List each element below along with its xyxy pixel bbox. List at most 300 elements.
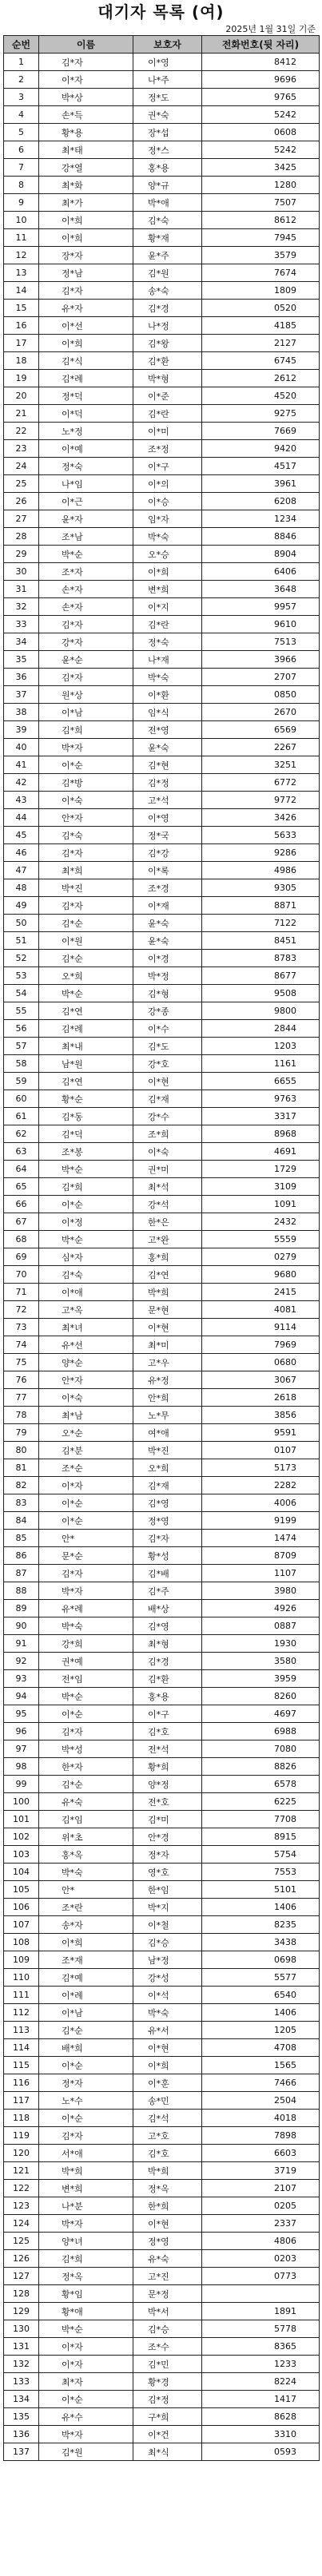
row-number: 128 [4,2285,39,2303]
row-number: 127 [4,2268,39,2285]
row-number: 126 [4,2250,39,2268]
member-name: 김*연 [39,1002,133,1020]
phone-suffix: 9763 [202,1090,320,1108]
member-name: 김*자 [39,897,133,915]
phone-suffix: 9508 [202,985,320,1002]
guardian-name: 김*란 [133,405,202,423]
row-number: 95 [4,1705,39,1723]
phone-suffix: 7669 [202,423,320,440]
guardian-name: 임*자 [133,510,202,528]
member-name: 김*희 [39,2250,133,2268]
member-name: 장*자 [39,247,133,264]
row-number: 122 [4,2180,39,2197]
table-row [4,2338,320,2356]
table-row [4,897,320,915]
guardian-name: 유*서 [133,2022,202,2039]
phone-suffix: 0205 [202,2197,320,2215]
phone-suffix: 1474 [202,1530,320,1547]
phone-suffix: 9591 [202,1424,320,1442]
header-phone: 전화번호(뒷 자리) [202,36,320,54]
member-name: 이*근 [39,493,133,510]
row-number: 89 [4,1600,39,1617]
member-name: 김*연 [39,1073,133,1090]
member-name: 박*순 [39,1231,133,1248]
table-row [4,2180,320,2197]
guardian-name: 이*건 [133,2426,202,2443]
table-row [4,475,320,493]
row-number: 76 [4,1371,39,1389]
phone-suffix: 8260 [202,1688,320,1705]
phone-suffix: 6772 [202,774,320,792]
row-number: 29 [4,546,39,563]
guardian-name: 홍*용 [133,1688,202,1705]
table-row [4,1424,320,1442]
row-number: 118 [4,2110,39,2127]
phone-suffix: 1565 [202,2057,320,2074]
guardian-name: 권*숙 [133,106,202,124]
member-name: 김*순 [39,2022,133,2039]
phone-suffix: 5173 [202,1459,320,1477]
guardian-name: 김*강 [133,844,202,862]
row-number: 54 [4,985,39,1002]
row-number: 108 [4,1934,39,1951]
guardian-name: 이*희 [133,2057,202,2074]
member-name: 박*숙 [39,1617,133,1635]
row-number: 117 [4,2092,39,2110]
member-name: 이*자 [39,1477,133,1494]
table-row [4,651,320,669]
member-name: 오*순 [39,1424,133,1442]
phone-suffix: 4081 [202,1301,320,1319]
table-row [4,2268,320,2285]
table-row [4,1530,320,1547]
phone-suffix: 2282 [202,1477,320,1494]
member-name: 이*례 [39,1987,133,2004]
member-name: 김*숙 [39,827,133,844]
row-number: 99 [4,1776,39,1793]
phone-suffix: 3959 [202,1670,320,1688]
table-row [4,2162,320,2180]
guardian-name: 김*승 [133,2320,202,2338]
table-row [4,352,320,370]
row-number: 45 [4,827,39,844]
member-name: 이*남 [39,704,133,721]
phone-suffix: 8612 [202,212,320,229]
row-number: 34 [4,633,39,651]
row-number: 67 [4,1213,39,1231]
table-row [4,1020,320,1038]
table-row [4,1723,320,1740]
row-number: 18 [4,352,39,370]
table-row [4,510,320,528]
phone-suffix: 1809 [202,282,320,300]
member-name: 김*동 [39,1108,133,1125]
table-row [4,2303,320,2320]
guardian-name: 유*숙 [133,2250,202,2268]
table-row [4,317,320,335]
member-name: 이*덕 [39,405,133,423]
row-number: 33 [4,616,39,633]
phone-suffix: 8968 [202,1125,320,1143]
row-number: 75 [4,1354,39,1371]
guardian-name: 이*영 [133,809,202,827]
table-row [4,1336,320,1354]
guardian-name: 김*재 [133,1477,202,1494]
guardian-name: 이*의 [133,475,202,493]
phone-suffix: 7945 [202,229,320,247]
member-name: 손*득 [39,106,133,124]
member-name: 이*자 [39,2356,133,2373]
row-number: 52 [4,950,39,967]
row-number: 87 [4,1565,39,1582]
guardian-name: 이*현 [133,1319,202,1336]
guardian-name: 이*경 [133,950,202,967]
row-number: 19 [4,370,39,387]
phone-suffix: 1891 [202,2303,320,2320]
member-name: 이*예 [39,440,133,458]
table-row [4,1987,320,2004]
table-row [4,1776,320,1793]
guardian-name: 영*호 [133,1864,202,1881]
phone-suffix: 2127 [202,335,320,352]
row-number: 55 [4,1002,39,1020]
guardian-name: 이*미 [133,423,202,440]
guardian-name: 이*숙 [133,1143,202,1161]
guardian-name: 정*옥 [133,2180,202,2197]
guardian-name: 이*구 [133,1705,202,1723]
member-name: 전*임 [39,1670,133,1688]
table-row [4,1371,320,1389]
member-name: 이*희 [39,335,133,352]
guardian-name: 남*정 [133,1951,202,1969]
table-row [4,844,320,862]
member-name: 유*숙 [39,1793,133,1811]
row-number: 129 [4,2303,39,2320]
table-row [4,1196,320,1213]
guardian-name: 김*왕 [133,335,202,352]
member-name: 이*정 [39,1213,133,1231]
row-number: 2 [4,71,39,89]
row-number: 9 [4,194,39,212]
table-row [4,1143,320,1161]
row-number: 104 [4,1864,39,1881]
guardian-name: 이*준 [133,387,202,405]
row-number: 134 [4,2391,39,2408]
guardian-name: 황*성 [133,1547,202,1565]
guardian-name: 고*호 [133,2127,202,2145]
row-number: 116 [4,2074,39,2092]
phone-suffix: 7969 [202,1336,320,1354]
row-number: 26 [4,493,39,510]
phone-suffix: 4691 [202,1143,320,1161]
table-row [4,1319,320,1336]
row-number: 61 [4,1108,39,1125]
phone-suffix: 4018 [202,2110,320,2127]
guardian-name: 김*재 [133,1090,202,1108]
member-name: 홍*옥 [39,1846,133,1864]
table-row [4,774,320,792]
phone-suffix: 0608 [202,124,320,141]
table-row [4,1512,320,1530]
guardian-name: 윤*주 [133,247,202,264]
row-number: 37 [4,686,39,704]
table-row [4,493,320,510]
guardian-name: 김*주 [133,1582,202,1600]
member-name: 송*자 [39,1916,133,1934]
table-row [4,1951,320,1969]
table-row [4,89,320,106]
member-name: 정*남 [39,264,133,282]
phone-suffix: 8826 [202,1758,320,1776]
phone-suffix: 8224 [202,2373,320,2391]
member-name: 김*자 [39,2127,133,2145]
guardian-name: 구*희 [133,2408,202,2426]
guardian-name: 이*승 [133,493,202,510]
member-name: 박*순 [39,1161,133,1178]
member-name: 한*자 [39,1758,133,1776]
phone-suffix: 2612 [202,370,320,387]
member-name: 이*자 [39,2338,133,2356]
member-name: 정*옥 [39,2268,133,2285]
phone-suffix: 8365 [202,2338,320,2356]
member-name: 박*상 [39,89,133,106]
guardian-name: 배*상 [133,1600,202,1617]
table-row [4,2197,320,2215]
row-number: 47 [4,862,39,879]
table-row [4,1108,320,1125]
table-row [4,1038,320,1055]
guardian-name: 김*도 [133,1038,202,1055]
row-number: 91 [4,1635,39,1653]
table-row [4,809,320,827]
member-name: 원*상 [39,686,133,704]
row-number: 88 [4,1582,39,1600]
guardian-name: 김*현 [133,756,202,774]
table-row [4,633,320,651]
phone-suffix: 3310 [202,2426,320,2443]
member-name: 나*임 [39,475,133,493]
phone-suffix: 5633 [202,827,320,844]
member-name: 권*예 [39,1653,133,1670]
row-number: 28 [4,528,39,546]
row-number: 48 [4,879,39,897]
table-row [4,1442,320,1459]
table-row [4,2356,320,2373]
member-name: 이*원 [39,932,133,950]
member-name: 강*희 [39,1635,133,1653]
member-name: 이*자 [39,71,133,89]
phone-suffix: 2670 [202,704,320,721]
table-row [4,915,320,932]
member-name: 조*남 [39,528,133,546]
member-name: 김*순 [39,1776,133,1793]
guardian-name: 윤*숙 [133,932,202,950]
guardian-name: 한*희 [133,2197,202,2215]
phone-suffix: 6225 [202,1793,320,1811]
member-name: 안* [39,1530,133,1547]
row-number: 131 [4,2338,39,2356]
guardian-name: 이*수 [133,1020,202,1038]
table-row [4,1617,320,1635]
row-number: 56 [4,1020,39,1038]
member-name: 김*순 [39,950,133,967]
guardian-name: 문*현 [133,1301,202,1319]
guardian-name: 이*희 [133,563,202,581]
table-row [4,1178,320,1196]
phone-suffix: 0850 [202,686,320,704]
guardian-name: 이*영 [133,54,202,71]
table-row [4,1547,320,1565]
phone-suffix: 1406 [202,1899,320,1916]
row-number: 105 [4,1881,39,1899]
member-name: 김*자 [39,1723,133,1740]
table-row [4,1161,320,1178]
guardian-name: 김*정 [133,774,202,792]
member-name: 위*초 [39,1828,133,1846]
member-name: 정*덕 [39,387,133,405]
table-row [4,1705,320,1723]
member-name: 김*덕 [39,1125,133,1143]
row-number: 10 [4,212,39,229]
table-row [4,2233,320,2250]
phone-suffix: 4708 [202,2039,320,2057]
table-row [4,2443,320,2461]
table-row [4,405,320,423]
row-number: 101 [4,1811,39,1828]
phone-suffix: 2504 [202,2092,320,2110]
table-row [4,1407,320,1424]
member-name: 이*순 [39,756,133,774]
guardian-name: 한*임 [133,1881,202,1899]
phone-suffix: 3966 [202,651,320,669]
member-name: 김*희 [39,721,133,739]
member-name: 노*수 [39,2092,133,2110]
guardian-name: 장*섭 [133,124,202,141]
table-row [4,2373,320,2391]
member-name: 이*순 [39,1196,133,1213]
phone-suffix: 1203 [202,1038,320,1055]
member-name: 김*순 [39,915,133,932]
member-name: 이*순 [39,1494,133,1512]
phone-suffix: 2707 [202,669,320,686]
row-number: 86 [4,1547,39,1565]
row-number: 137 [4,2443,39,2461]
member-name: 변*희 [39,2180,133,2197]
table-row [4,370,320,387]
phone-suffix: 7507 [202,194,320,212]
table-row [4,1125,320,1143]
member-name: 박*자 [39,2426,133,2443]
row-number: 103 [4,1846,39,1864]
guardian-name: 김*호 [133,1723,202,1740]
table-row [4,1459,320,1477]
member-name: 황*용 [39,124,133,141]
member-name: 최*녀 [39,1319,133,1336]
member-name: 윤*자 [39,510,133,528]
table-row [4,879,320,897]
member-name: 박*자 [39,1582,133,1600]
table-row [4,1969,320,1987]
table-row [4,1090,320,1108]
guardian-name: 김*영 [133,1494,202,1512]
row-number: 111 [4,1987,39,2004]
phone-suffix: 2267 [202,739,320,756]
guardian-name: 박*지 [133,1899,202,1916]
table-row [4,581,320,598]
table-row [4,2092,320,2110]
guardian-name: 여*애 [133,1424,202,1442]
phone-suffix: 8871 [202,897,320,915]
guardian-name: 김*미 [133,1811,202,1828]
phone-suffix: 8677 [202,967,320,985]
member-name: 김*분 [39,1442,133,1459]
guardian-name: 노*무 [133,1407,202,1424]
row-number: 50 [4,915,39,932]
table-row [4,1266,320,1284]
phone-suffix: 5778 [202,2320,320,2338]
table-row [4,1284,320,1301]
guardian-name: 문*정 [133,2285,202,2303]
phone-suffix: 2618 [202,1389,320,1407]
member-name: 김*희 [39,1178,133,1196]
row-number: 49 [4,897,39,915]
table-row [4,2426,320,2443]
table-row [4,563,320,581]
table-row [4,1653,320,1670]
phone-suffix: 1107 [202,1565,320,1582]
phone-suffix: 3648 [202,581,320,598]
member-name: 최*태 [39,141,133,159]
row-number: 77 [4,1389,39,1407]
header-name: 이름 [39,36,133,54]
guardian-name: 박*형 [133,370,202,387]
row-number: 40 [4,739,39,756]
phone-suffix: 0593 [202,2443,320,2461]
row-number: 102 [4,1828,39,1846]
member-name: 박*진 [39,879,133,897]
phone-suffix: 0680 [202,1354,320,1371]
table-row [4,335,320,352]
phone-suffix: 3317 [202,1108,320,1125]
guardian-name: 김*자 [133,1530,202,1547]
phone-suffix: 1280 [202,177,320,194]
row-number: 20 [4,387,39,405]
table-row [4,1916,320,1934]
row-number: 30 [4,563,39,581]
guardian-name: 김*환 [133,352,202,370]
phone-suffix: 1091 [202,1196,320,1213]
row-number: 12 [4,247,39,264]
guardian-name: 홍*희 [133,1248,202,1266]
member-name: 김*자 [39,282,133,300]
member-name: 김*자 [39,616,133,633]
guardian-name: 고*우 [133,1354,202,1371]
table-row [4,862,320,879]
row-number: 121 [4,2162,39,2180]
row-number: 133 [4,2373,39,2391]
table-row [4,1301,320,1319]
row-number: 51 [4,932,39,950]
member-name: 박*자 [39,739,133,756]
member-name: 황*임 [39,2285,133,2303]
row-number: 109 [4,1951,39,1969]
phone-suffix: 9610 [202,616,320,633]
table-row [4,2127,320,2145]
phone-suffix [202,2285,320,2303]
member-name: 심*자 [39,1248,133,1266]
guardian-name: 정*도 [133,89,202,106]
guardian-name: 김*숙 [133,212,202,229]
